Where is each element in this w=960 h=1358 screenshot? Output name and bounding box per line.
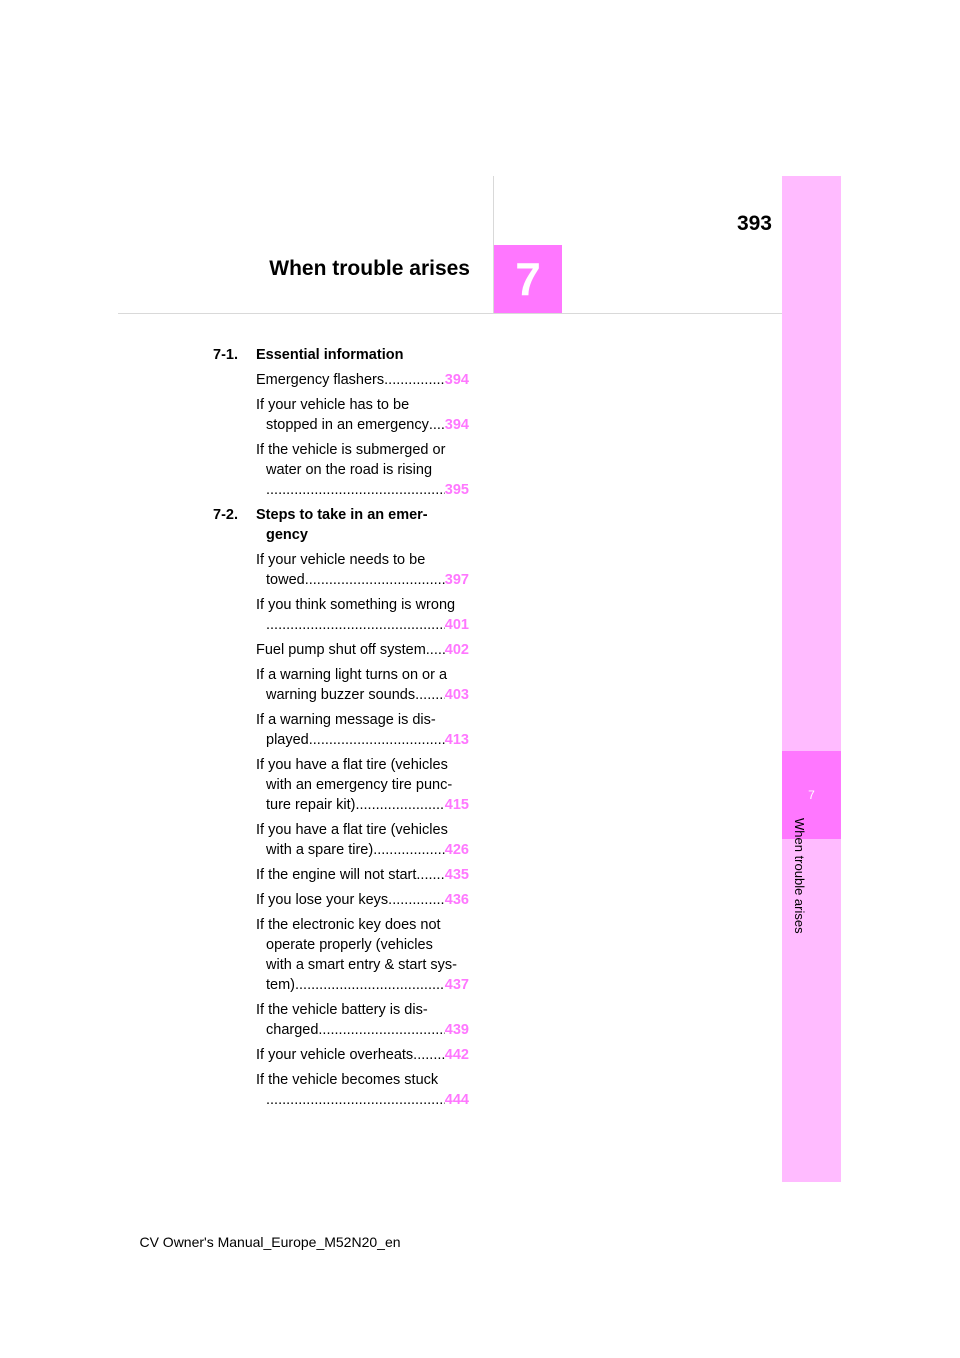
toc-entry[interactable] xyxy=(213,755,469,815)
toc-entry-text: If the vehicle battery is dis- xyxy=(256,1002,428,1018)
toc-entry-text: If a warning light turns on or a xyxy=(256,667,448,683)
toc-entry[interactable] xyxy=(213,890,469,910)
toc-entry[interactable] xyxy=(213,395,469,435)
toc-entry-text: ture repair kit) xyxy=(266,797,356,813)
toc-entry-text: If the vehicle is submerged or xyxy=(256,442,446,458)
header-divider-horizontal xyxy=(118,313,782,314)
toc-section-heading xyxy=(213,505,469,545)
toc-section-title: Steps to take in an emer- xyxy=(256,507,428,523)
toc-entry-text: If a warning message is dis- xyxy=(256,712,436,728)
toc-entry[interactable] xyxy=(213,1070,469,1110)
leader-dots xyxy=(384,370,445,390)
toc-entry[interactable] xyxy=(213,665,469,705)
toc-entry-text: tem) xyxy=(266,977,295,993)
toc-page-link[interactable]: 401 xyxy=(444,617,469,633)
toc-page-link[interactable]: 415 xyxy=(444,797,469,813)
toc-page-link[interactable]: 444 xyxy=(444,1092,469,1108)
toc-entry-text: with a spare tire) xyxy=(266,842,374,858)
toc-entry[interactable] xyxy=(213,1045,469,1065)
side-index-label: When trouble arises xyxy=(792,818,807,934)
page-number: 393 xyxy=(736,212,772,235)
leader-dots xyxy=(266,1090,445,1110)
toc-page-link[interactable]: 395 xyxy=(444,482,469,498)
toc-section-title: Essential information xyxy=(256,347,404,363)
toc-page-link[interactable]: 426 xyxy=(444,842,469,858)
toc-entry[interactable] xyxy=(213,915,469,995)
toc-entry-text: charged xyxy=(266,1022,319,1038)
footer-document-id: CV Owner's Manual_Europe_M52N20_en xyxy=(139,1234,401,1250)
toc-entry[interactable] xyxy=(213,710,469,750)
toc-entry-text: stopped in an emergency xyxy=(266,417,429,433)
toc-entry-text: If your vehicle needs to be xyxy=(256,552,426,568)
toc-entry-text: with a smart entry & start sys- xyxy=(266,957,457,973)
toc-entry-text: If you have a flat tire (vehicles xyxy=(256,822,448,838)
toc-page-link[interactable]: 413 xyxy=(444,732,469,748)
toc-entry[interactable] xyxy=(213,640,469,660)
toc-page-link[interactable]: 394 xyxy=(444,417,469,433)
toc-entry-text: operate properly (vehicles xyxy=(266,937,433,953)
side-index-strip xyxy=(782,176,841,1182)
leader-dots xyxy=(305,570,445,590)
toc-section-number: 7-1. xyxy=(213,347,238,363)
leader-dots xyxy=(355,795,444,815)
toc-page-link[interactable]: 436 xyxy=(444,892,469,908)
leader-dots xyxy=(373,840,445,860)
leader-dots xyxy=(266,480,445,500)
toc-entry-text: If you have a flat tire (vehicles xyxy=(256,757,448,773)
toc-entry-text: If the vehicle becomes stuck xyxy=(256,1072,439,1088)
toc-entry-text: If you lose your keys xyxy=(256,892,389,908)
toc-entry-text: towed xyxy=(266,572,305,588)
leader-dots xyxy=(413,1045,445,1065)
toc-entry-text: If you think something is wrong xyxy=(256,597,456,613)
chapter-title: When trouble arises xyxy=(269,257,470,280)
leader-dots xyxy=(295,975,445,995)
leader-dots xyxy=(388,890,445,910)
leader-dots xyxy=(429,415,445,435)
toc-entry-text: water on the road is rising xyxy=(266,462,433,478)
leader-dots xyxy=(415,685,445,705)
leader-dots xyxy=(416,865,444,885)
toc-page-link[interactable]: 437 xyxy=(444,977,469,993)
leader-dots xyxy=(266,615,445,635)
toc-page-link[interactable]: 439 xyxy=(444,1022,469,1038)
toc-entry-text: If your vehicle has to be xyxy=(256,397,410,413)
toc-entry-text: If the engine will not start xyxy=(256,867,417,883)
chapter-number-badge: 7 xyxy=(494,245,562,313)
toc-entry[interactable] xyxy=(213,1000,469,1040)
table-of-contents xyxy=(213,345,469,1115)
side-index-tab[interactable]: 7 xyxy=(782,751,841,839)
toc-entry-text: If the electronic key does not xyxy=(256,917,441,933)
leader-dots xyxy=(318,1020,444,1040)
toc-page-link[interactable]: 435 xyxy=(444,867,469,883)
toc-entry-text: Fuel pump shut off system xyxy=(256,642,426,658)
toc-page-link[interactable]: 442 xyxy=(444,1047,469,1063)
toc-entry[interactable] xyxy=(213,820,469,860)
toc-entry-text: warning buzzer sounds xyxy=(266,687,416,703)
toc-entry-text: with an emergency tire punc- xyxy=(266,777,453,793)
toc-page-link[interactable]: 402 xyxy=(444,642,469,658)
toc-page-link[interactable]: 397 xyxy=(444,572,469,588)
toc-entry-text: If your vehicle overheats xyxy=(256,1047,414,1063)
toc-entry[interactable] xyxy=(213,550,469,590)
toc-entry-text: played xyxy=(266,732,309,748)
leader-dots xyxy=(309,730,445,750)
leader-dots xyxy=(426,640,445,660)
toc-entry-text: Emergency flashers xyxy=(256,372,385,388)
toc-entry[interactable] xyxy=(213,370,469,390)
toc-section-title-cont: gency xyxy=(266,527,308,543)
toc-page-link[interactable]: 394 xyxy=(444,372,469,388)
toc-section-heading xyxy=(213,345,469,365)
toc-entry[interactable] xyxy=(213,595,469,635)
toc-entry[interactable] xyxy=(213,865,469,885)
toc-page-link[interactable]: 403 xyxy=(444,687,469,703)
toc-section-number: 7-2. xyxy=(213,507,238,523)
toc-entry[interactable] xyxy=(213,440,469,500)
